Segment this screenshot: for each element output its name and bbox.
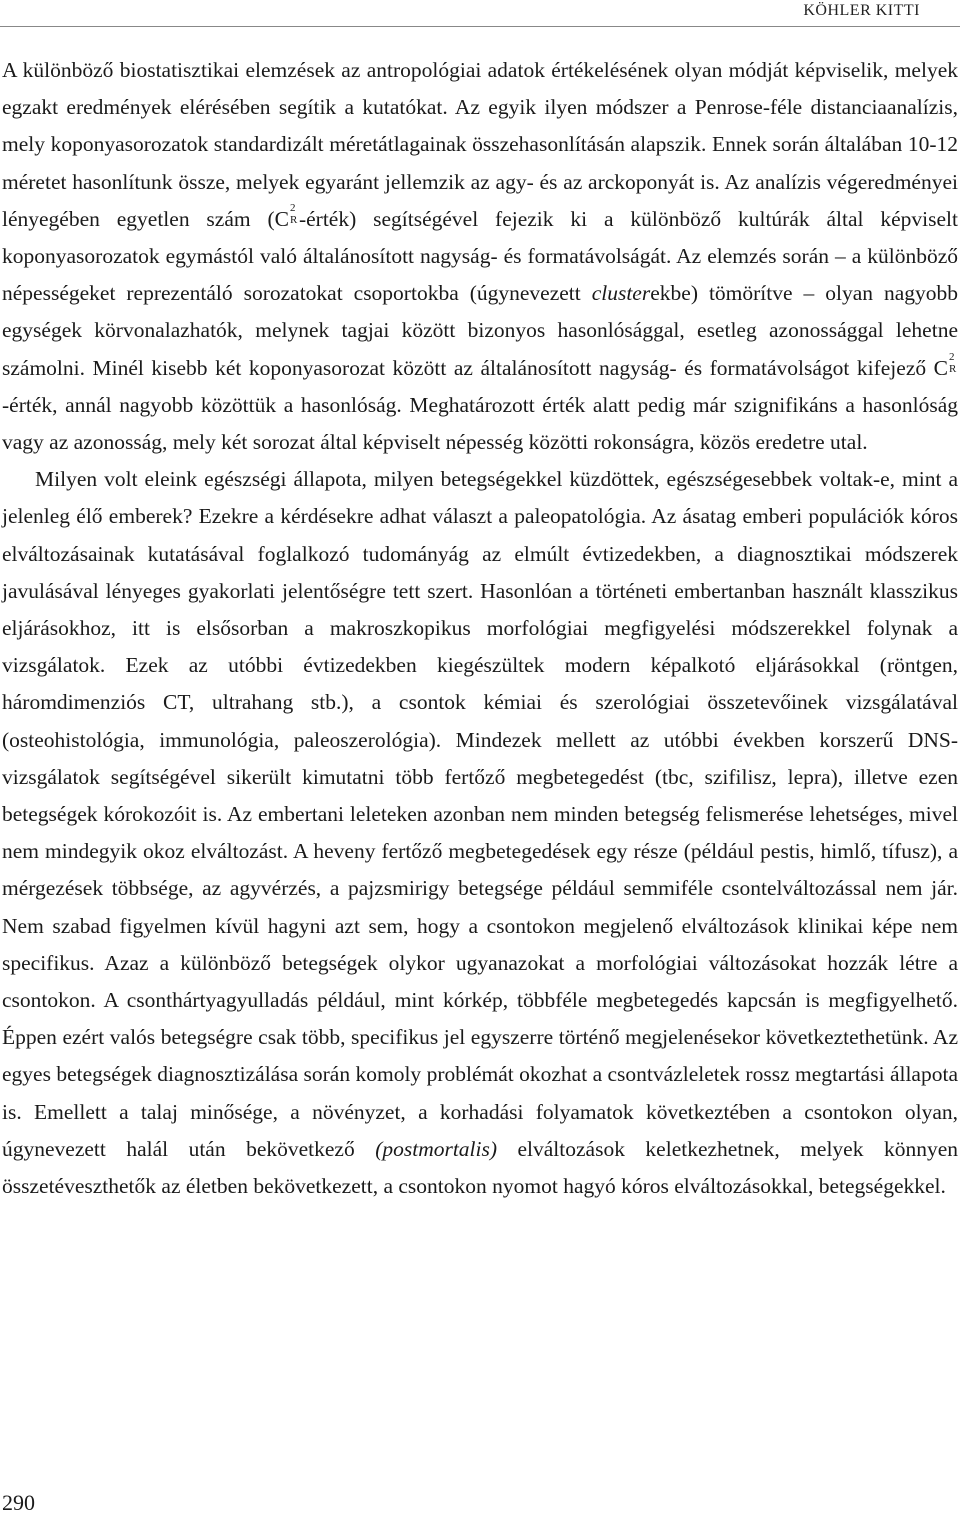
c-letter: C [274,206,289,231]
paragraph-1-text-b: -érték) segítségével fejezik ki a különböző kultúrák által képviselt koponyasorozatok egymástól való általánosított nagyság- és formatávolságát. Az elemzés során – a különböző népességeket reprezentáló sorozatokat csoportokba (úgynevezett [2,206,958,306]
superscript-2-b: 2 [949,350,955,363]
subscript-r-b: R [949,362,957,375]
paragraph-1-text-c: ekbe) tömörítve – olyan nagyobb egységek körvonalazhatók, melynek tagjai között bizonyos hasonlósággal, esetleg azonossággal lehetne számolni. Minél kisebb két koponyasorozat között az általánosított nagyság- és formatávolságot kifejező [2,281,958,380]
page-number: 290 [2,1490,35,1515]
header-rule [0,26,960,27]
paragraph-2-text-a: Milyen volt eleink egészségi állapota, milyen betegségekkel küzdöttek, egészségesebbek voltak-e, mint a jelenleg élő emberek? Ezekre a kérdésekre adhat választ a paleopatológia. Az ásatag emberi populációk kóros elváltozásainak kutatásával foglalkozó tudományág az elmúlt évtizedekben, a diagnosztikai módszerek javulásával lényeges gyakorlati jelentőségre tett szert. Hasonlóan a történeti embertanban használt klasszikus eljárásokhoz, itt is elsősorban a makroszkopikus morfológiai megfigyelési módszerekkel folynak a vizsgálatok. Ezek az utóbbi évtizedekben kiegészültek modern képalkotó eljárásokkal (röntgen, háromdimenziós CT, ultrahang stb.), a csontok kémiai és szerológiai összetevőinek vizsgálatával (osteohistológia, immunológia, paleoszerológia). Mindezek mellett az utóbbi években korszerű DNS-vizsgálatok segítségével sikerült kimutatni több fertőző megbetegedést (tbc, szifilisz, lepra), illetve ezen betegségek kórokozóit is. Az embertani leleteken azonban nem minden betegség felismerése lehetséges, mivel nem mindegyik okoz elváltozást. A heveny fertőző megbetegedések egy része (például pestis, himlő, tífusz), a mérgezések többsége, az agyvérzés, a pajzsmirigy betegsége például semmiféle csontelváltozással nem jár. Nem szabad figyelmen kívül hagyni azt sem, hogy a csontokon megjelenő elváltozások klinikai képe nem specifikus. Azaz a különböző betegségek olykor ugyanazokat a morfológiai változásokat hozzák létre a csontokon. A csonthártyagyulladás például, mint kórkép, többféle megbetegedés kapcsán is megfigyelhető. Éppen ezért valós betegségre csak több, specifikus jel egyszerre történő megjelenésekor következtethetünk. Az egyes betegségek diagnosztizálása során komoly problémát okozhat a csontvázleletek rossz megtartási állapota is. Emellett a talaj minősége, a növényzet, a korhadási folyamatok következtében a csontokon olyan, úgynevezett halál után bekövetkező [2,467,958,1161]
running-head: KÖHLER KITTI [803,2,920,19]
body-text [2,52,958,1205]
c-r-squared-symbol-2 [933,350,957,387]
subscript-r: R [289,213,298,226]
c-letter-2: C [933,355,948,380]
c-r-squared-symbol [274,201,298,238]
superscript-2: 2 [289,201,296,214]
postmortalis-term: (postmortalis) [375,1136,498,1161]
cluster-term: cluster [591,281,651,306]
paragraph-1-text-a: A különböző biostatisztikai elemzések az antropológiai adatok értékelésének olyan módját képviselik, melyek egzakt eredmények elérésében segítik a kutatókat. Az egyik ilyen módszer a Penrose-féle distanciaanalízis, mely koponyasorozatok standardizált méretátlagainak összehasonlításán alapszik. Ennek során általában 10-12 méretet hasonlítunk össze, melyek egyaránt jellemzik az agy- és az arckoponyát is. Az analízis végeredményei lényegében egyetlen szám ( [2,58,958,231]
paragraph-1-text-d: -érték, annál nagyobb közöttük a hasonlóság. Meghatározott érték alatt pedig már szignifikáns a hasonlóság vagy az azonosság, mely két sorozat által képviselt népesség közötti rokonságra, közös eredetre utal. [2,392,958,455]
paragraph-2 [2,461,958,1205]
paragraph-2-text-b: elváltozások keletkezhetnek, melyek könnyen összetéveszthetők az életben bekövetkezett, a csontokon nyomot hagyó kóros elváltozásokkal, betegségekkel. [2,1136,958,1199]
paragraph-1 [2,52,958,461]
